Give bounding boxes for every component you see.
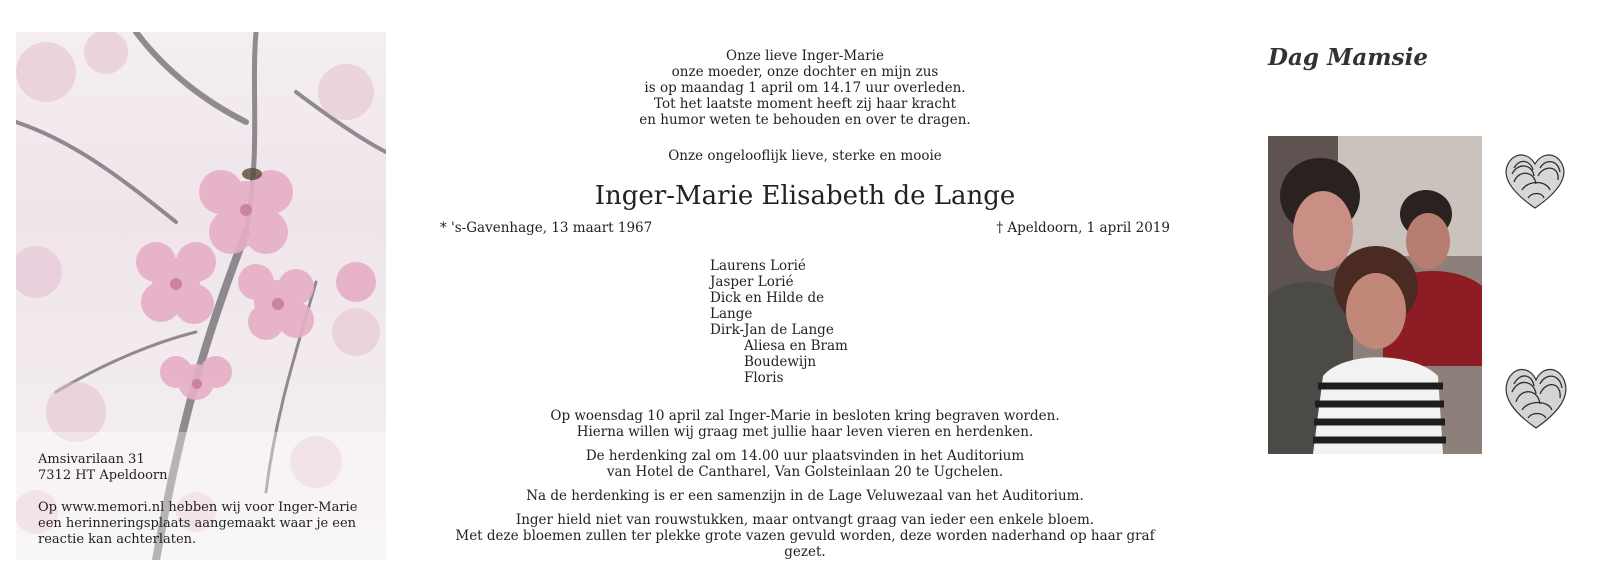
memori-line: een herinneringsplaats aangemaakt waar je een <box>38 516 357 531</box>
blossom-card-panel <box>16 32 386 560</box>
info-line: Op woensdag 10 april zal Inger-Marie in besloten kring begraven worden. <box>550 408 1060 424</box>
memori-line: Op www.memori.nl hebben wij voor Inger-Marie <box>38 500 358 515</box>
birth-date: * 's-Gavenhage, 13 maart 1967 <box>440 220 653 236</box>
death-date: † Apeldoorn, 1 april 2019 <box>996 220 1170 236</box>
info-line: Met deze bloemen zullen ter plekke grote vazen gevuld worden, deze worden naderhand op haar graf gezet. <box>455 528 1155 560</box>
death-announcement <box>440 48 1170 560</box>
intro-line: Onze lieve Inger-Marie <box>726 48 884 64</box>
intro-line: is op maandag 1 april om 14.17 uur overleden. <box>644 80 966 96</box>
address-block <box>38 452 368 548</box>
intro-block <box>440 48 1170 128</box>
family-member: Aliesa en Bram <box>744 338 848 354</box>
family-member: Floris <box>744 370 784 386</box>
life-dates <box>440 220 1170 238</box>
intro-line: Tot het laatste moment heeft zij haar kracht <box>654 96 956 112</box>
family-member: Jasper Lorié <box>710 274 794 290</box>
address-street: Amsivarilaan 31 <box>38 452 145 467</box>
family-member: Dick en Hilde de Lange <box>710 290 825 322</box>
family-member: Boudewijn <box>744 354 817 370</box>
intro-line: onze moeder, onze dochter en mijn zus <box>671 64 939 80</box>
intro-line: en humor weten te behouden en over te dragen. <box>639 112 971 128</box>
fingerprint-heart-icon <box>1500 360 1572 434</box>
address-city: 7312 HT Apeldoorn <box>38 468 168 483</box>
info-line: Na de herdenking is er een samenzijn in de Lage Veluwezaal van het Auditorium. <box>526 488 1084 504</box>
pre-name-line: Onze ongelooflijk lieve, sterke en mooie <box>668 148 942 164</box>
greeting-title: Dag Mamsie <box>1268 44 1428 71</box>
info-line: De herdenking zal om 14.00 uur plaatsvinden in het Auditorium <box>585 448 1025 464</box>
info-line: Hierna willen wij graag met jullie haar leven vieren en herdenken. <box>576 424 1034 440</box>
info-line: van Hotel de Cantharel, Van Golsteinlaan 20 te Ugchelen. <box>606 464 1004 480</box>
memori-line: reactie kan achterlaten. <box>38 532 197 547</box>
family-member: Laurens Lorié <box>710 258 806 274</box>
family-photo-illustration <box>1268 136 1482 454</box>
fingerprint-heart-icon <box>1500 146 1570 216</box>
family-member: Dirk-Jan de Lange <box>710 322 834 338</box>
family-list <box>710 258 870 386</box>
family-photo <box>1268 136 1482 454</box>
info-line: Inger hield niet van rouwstukken, maar ontvangt graag van ieder een enkele bloem. <box>515 512 1095 528</box>
deceased-name: Inger-Marie Elisabeth de Lange <box>594 181 1016 211</box>
